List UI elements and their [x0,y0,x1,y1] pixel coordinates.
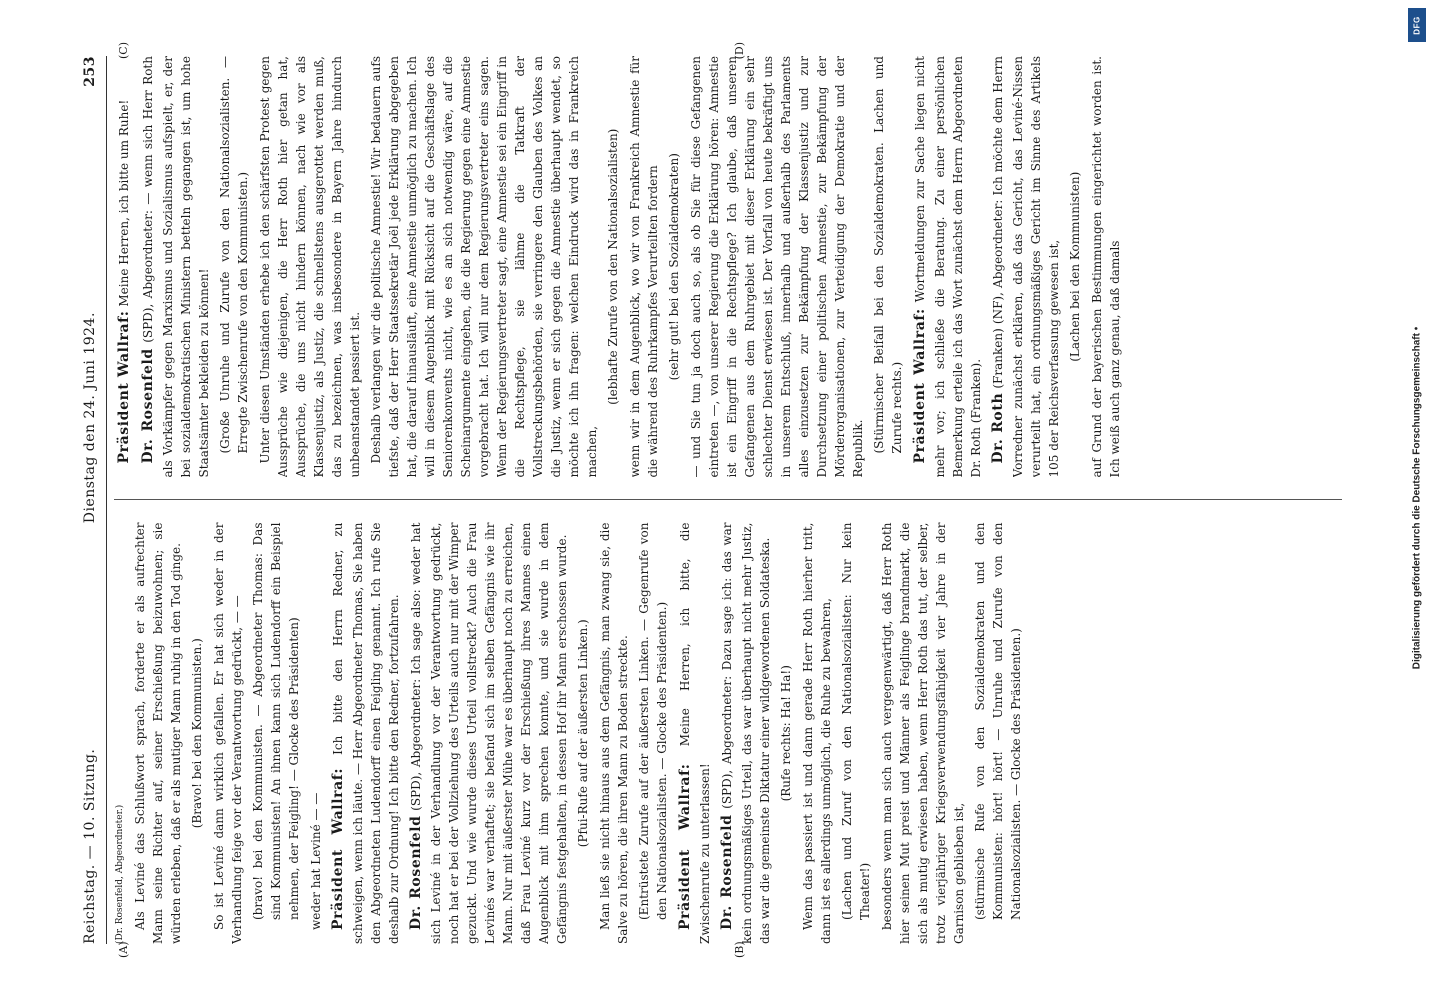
interjection: (Rufe rechts: Ha! Ha!) [778,665,793,802]
paragraph: weder hat Leviné — — [308,792,323,930]
margin-marker-c: (C) [117,42,130,59]
column-divider [114,500,1342,501]
paragraph: Man ließ sie nicht hinaus aus dem Gefängnis, man zwang sie, die Salve zu hören, die ihren Mann zu Boden streckte. [597,522,630,944]
interjection: (Entrüstete Zurufe auf der äußersten Linken. — Gegenrufe von den Nationalsozialisten. — Glocke des Präsidenten.) [636,522,669,920]
header-left: Reichstag. — 10. Sitzung. [82,748,98,944]
interjection: (Bravo! bei den Kommunisten.) [189,638,204,829]
dfg-logo-text: DFG [1412,15,1422,35]
speech-president [910,56,985,478]
paragraph: Deshalb verlangen wir die politische Amnestie! Wir bedauern aufs tiefste, daß der Herr Staatssekretär Joël jede Erklärung abgegeben hat, die darauf hinausläuft, eine Amnestie unmöglich zu machen. Ich will in diesem Augenblick mit Rücksicht auf die Geschäftslage des Seniorenkonvents nicht, wie es an sich notwendig wäre, auf die Scheinargumente eingehen, die die Regierung gegen eine Amnestie vorgebracht hat. Ich will nur dem Regierungsvertreter eins sagen. Wenn der Regierungsvertreter sagt, eine Amnestie sei ein Eingriff in die Rechtspflege, sie lähme die Tatkraft der Vollstreckungsbehörden, sie verringere den Glauben des Volkes an die Justiz, wenn er sich gegen die Amnestie überhaupt wendet, so möchte ich ihn fragen: welchen Eindruck wird das in Frankreich machen, [369,56,599,478]
speech-president [675,523,714,945]
margin-marker-b: (B) [733,941,746,958]
interjection: (Pfui-Rufe auf der äußersten Linken.) [575,619,590,848]
paragraph: wenn wir in dem Augenblick, wo wir von Frankreich Amnestie für die während des Ruhrkampfes Verurteilten fordern [628,56,660,478]
interjection: (lebhafte Zurufe von den Nationalsozialisten) [606,128,620,405]
right-column [114,56,1342,478]
speech-text: (SPD), Abgeordneter: — wenn sich Herr Roth als Vorkämpfer gegen Marxismus und Sozialismus aufspielt, er, der bei sozialdemokratischen Ministern betteln gegangen ist, um hohe Staatsämter bekleiden zu können! [141,56,211,478]
speech-text: Meine Herren, ich bitte, die Zwischenrufe zu unterlassen! [677,522,712,944]
header-date: Dienstag den 24. Juni 1924. [82,312,98,524]
interjection: (stürmische Rufe von den Sozialdemokraten und den Kommunisten: hört! hört! — Unruhe und Zurufe von den Nationalsozialisten. — Glocke des Präsidenten.) [972,522,1023,920]
paragraph: auf Grund der bayerischen Bestimmungen eingerichtet worden ist. Ich weiß auch ganz genau, daß damals [1090,56,1122,478]
left-column [114,523,1342,945]
document-page [72,40,1362,960]
speech-text: (SPD), Abgeordneter: Ich sage also: weder hat sich Leviné in der Verhandlung vor der Verantwortung gedrückt, noch hat er bei der Vollziehung des Urteils auch nur mit der Wimper gezuckt. Und wie wurde dieses Urteil vollstreckt? Auch die Frau Levinés war verhaftet; sie befand sich im selben Gefängnis wie ihr Mann. Nur mit äußerster Mühe war es überhaupt noch zu erreichen, daß Frau Leviné kurz vor der Erschießung ihres Mannes einen Augenblick mit ihm sprechen konnte, und sie wurde in dem Gefängnis festgehalten, in dessen Hof ihr Mann erschossen wurde. [408,522,569,944]
interjection: (sehr gut! bei den Sozialdemokraten) [667,153,681,381]
margin-marker-d: (D) [733,42,746,60]
paragraph: besonders wenn man sich auch vergegenwärtigt, daß Herr Roth hier seinen Mut preist und Männer als Feiglinge brandmarkt, die sich als mutig erwiesen haben, wenn Herr Roth das tut, der selber, trotz vierjähriger Kriegsverwendungsfähigkeit vier Jahre in der Garnison geblieben ist, [879,522,966,944]
paragraph: So ist Leviné dann wirklich gefallen. Er hat sich weder in der Verhandlung feige vor der Verantwortung gedrückt, — — [211,522,244,944]
paragraph: Wenn das passiert ist und dann gerade Herr Roth hierher tritt, dann ist es allerdings unmöglich, die Ruhe zu bewahren, [800,522,833,944]
text-columns [114,56,1342,944]
speech-roth [988,56,1063,478]
speaker-name: Dr. Rosenfeld [140,348,156,464]
speech-rosenfeld [406,523,571,945]
speech-rosenfeld [717,523,774,945]
speaker-name: Präsident Wallraf: [676,763,693,930]
paragraph: Als Leviné das Schlußwort sprach, forderte er als aufrechter Mann seine Richter auf, seiner Erschießung beizuwohnen; sie würden erleben, daß er als mutiger Mann ruhig in den Tod ginge. [132,522,183,944]
header-rule [106,56,107,944]
digitization-credit [1406,8,1428,988]
page-header [80,56,104,944]
speech-text: Wortmeldungen zur Sache liegen nicht mehr vor; ich schließe die Beratung. Zu einer persönlichen Bemerkung erteile ich das Wort zunächst dem Herrn Abgeordneten Dr. Roth (Franken). [913,56,983,478]
margin-marker-a: (A) [117,941,130,958]
speech-text: (SPD), Abgeordneter: Dazu sage ich: das war kein ordnungsmäßiges Urteil, das war überhaupt nicht mehr Justiz, das war die gemeinste Diktatur einer wildgewordenen Soldateska. [719,522,772,944]
speaker-name: Präsident Wallraf: [912,308,928,464]
speech-rosenfeld [138,56,213,478]
interjection: (Lachen bei den Kommunisten) [1068,171,1082,362]
speech-text: (Franken) (NF), Abgeordneter: Ich möchte dem Herrn Vorredner zunächst erklären, daß das Gericht, das Leviné-Nissen verurteilt hat, ein ordnungsmäßiges Gericht im Sinne des Artikels 105 der Reichsverfassung gewesen ist, [991,56,1061,478]
speaker-name: Dr. Roth [990,392,1006,464]
speaker-name: Präsident Wallraf: [329,767,346,930]
paragraph: Unter diesen Umständen erhebe ich den schärfsten Protest gegen Aussprüche wie diejenigen, die Herr Roth hier getan hat, Aussprüche, die uns nicht hindern können, nach wie vor als Klassenjustiz, als Justiz, die schnellstens ausgerottet werden muß, das zu bezeichnen, was insbesondere in Bayern Jahre hindurch unbeanstandet passiert ist. [258,56,362,478]
interjection: (Lachen und Zuruf von den Nationalsozialisten: Nur kein Theater!) [839,522,872,920]
speaker-continuation: (Dr. Rosenfeld, Abgeordneter.) [115,804,125,944]
speaker-name: Dr. Rosenfeld [407,815,424,930]
speech-text: Ich bitte den Herrn Redner, zu schweigen, wenn ich läute. — Herr Abgeordneter Thomas, Sie haben den Abgeordneten Ludendorff einen Feigling genannt. Ich rufe Sie deshalb zur Ordnung! Ich bitte den Redner, fortzufahren. [330,522,401,944]
speech-text: Meine Herren, ich bitte um Ruhe! [117,99,131,307]
interjection: (Stürmischer Beifall bei den Sozialdemokraten. Lachen und Zurufe rechts.) [872,56,904,454]
speaker-name: Dr. Rosenfeld [718,814,735,930]
interjection: (bravo! bei den Kommunisten. — Abgeordneter Thomas: Das sind Kommunisten! An ihnen kann sich Ludendorff ein Beispiel nehmen, der Feigling! — Glocke des Präsidenten) [250,522,301,920]
paragraph: — und Sie tun ja doch auch so, als ob Sie für diese Gefangenen eintreten —, von unserer Regierung die Erklärung hören: Amnestie ist ein Eingriff in die Rechtspflege? Ich glaube, daß unseren Gefangenen aus dem Ruhrgebiet mit dieser Erklärung ein sehr schlechter Dienst erwiesen ist. Der Vorfall von heute bekräftigt uns in unserem Entschluß, innerhalb und außerhalb des Parlaments alles einzusetzen zur Bekämpfung der Klassenjustiz und zur Durchsetzung einer politischen Amnestie, zur Bekämpfung der Mörderorganisationen, zur Verteidigung der Demokratie und der Republik. [689,56,865,478]
interjection: (Große Unruhe und Zurufe von den Nationalsozialisten. — Erregte Zwischenrufe von den Kommunisten.) [218,56,250,454]
credit-text: Digitalisierung gefördert durch die Deutsche Forschungsgemeinschaft • [1411,326,1423,670]
speaker-name: Präsident Wallraf: [116,310,132,464]
speech-president [328,523,403,945]
speech-president [114,56,135,478]
page-number: 253 [82,56,98,87]
